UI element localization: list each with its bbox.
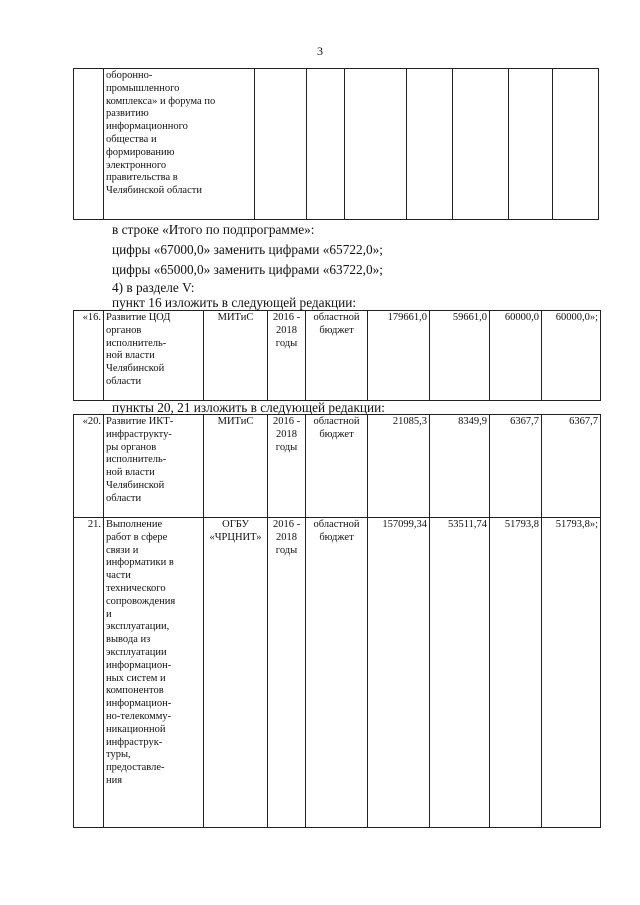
cell-y2017: 60000,0 xyxy=(490,311,542,401)
cell-y2017 xyxy=(509,69,553,220)
cell-y2016: 53511,74 xyxy=(430,518,490,828)
cell-name: Выполнение работ в сфере связи и информатики в части технического сопровождения и эксплуатации, вывода из эксплуатации информацион- ных систем и компонентов информацион- но-телекомму- никационной инфраструк- туры, предоставле- ния xyxy=(104,518,204,828)
cell-num: 21. xyxy=(74,518,104,828)
cell-source: областной бюджет xyxy=(306,518,368,828)
cell-y2018: 60000,0»; xyxy=(542,311,601,401)
text-points-20-21: пункты 20, 21 изложить в следующей редакции: xyxy=(112,400,385,415)
cell-exec xyxy=(255,69,307,220)
table-row16 xyxy=(73,310,601,401)
text-itogo: в строке «Итого по подпрограмме»: xyxy=(112,222,315,237)
cell-years: 2016 - 2018 годы xyxy=(268,311,306,401)
cell-total xyxy=(407,69,453,220)
cell-num: «20. xyxy=(74,415,104,518)
cell-num xyxy=(74,69,104,220)
cell-y2017: 6367,7 xyxy=(490,415,542,518)
cell-num: «16. xyxy=(74,311,104,401)
cell-y2016 xyxy=(453,69,509,220)
table-continuation xyxy=(73,68,599,220)
cell-y2016: 59661,0 xyxy=(430,311,490,401)
cell-total: 179661,0 xyxy=(368,311,430,401)
cell-y2018: 51793,8»; xyxy=(542,518,601,828)
cell-exec: МИТиС xyxy=(204,415,268,518)
cell-years: 2016 - 2018 годы xyxy=(268,518,306,828)
cell-years xyxy=(307,69,345,220)
cell-y2017: 51793,8 xyxy=(490,518,542,828)
cell-name: оборонно- промышленного комплекса» и форума по развитию информационного общества и формированию электронного правительства в Челябинской области xyxy=(104,69,255,220)
text-replace-1: цифры «67000,0» заменить цифрами «65722,0»; xyxy=(112,242,383,257)
page-number: 3 xyxy=(317,44,323,58)
cell-total: 21085,3 xyxy=(368,415,430,518)
table-row xyxy=(74,69,599,220)
cell-source: областной бюджет xyxy=(306,311,368,401)
cell-exec: МИТиС xyxy=(204,311,268,401)
cell-name: Развитие ИКТ- инфраструкту- ры органов исполнитель- ной власти Челябинской области xyxy=(104,415,204,518)
cell-source: областной бюджет xyxy=(306,415,368,518)
cell-total: 157099,34 xyxy=(368,518,430,828)
cell-years: 2016 - 2018 годы xyxy=(268,415,306,518)
cell-y2016: 8349,9 xyxy=(430,415,490,518)
table-row xyxy=(74,518,601,828)
text-replace-2: цифры «65000,0» заменить цифрами «63722,0»; xyxy=(112,262,383,277)
text-section-v: 4) в разделе V: xyxy=(112,280,195,295)
table-rows-20-21 xyxy=(73,414,601,828)
table-row xyxy=(74,415,601,518)
cell-y2018: 6367,7 xyxy=(542,415,601,518)
cell-source xyxy=(345,69,407,220)
cell-exec: ОГБУ «ЧРЦНИТ» xyxy=(204,518,268,828)
table-row xyxy=(74,311,601,401)
cell-name: Развитие ЦОД органов исполнитель- ной власти Челябинской области xyxy=(104,311,204,401)
cell-y2018 xyxy=(553,69,599,220)
text-point-16: пункт 16 изложить в следующей редакции: xyxy=(112,295,357,310)
